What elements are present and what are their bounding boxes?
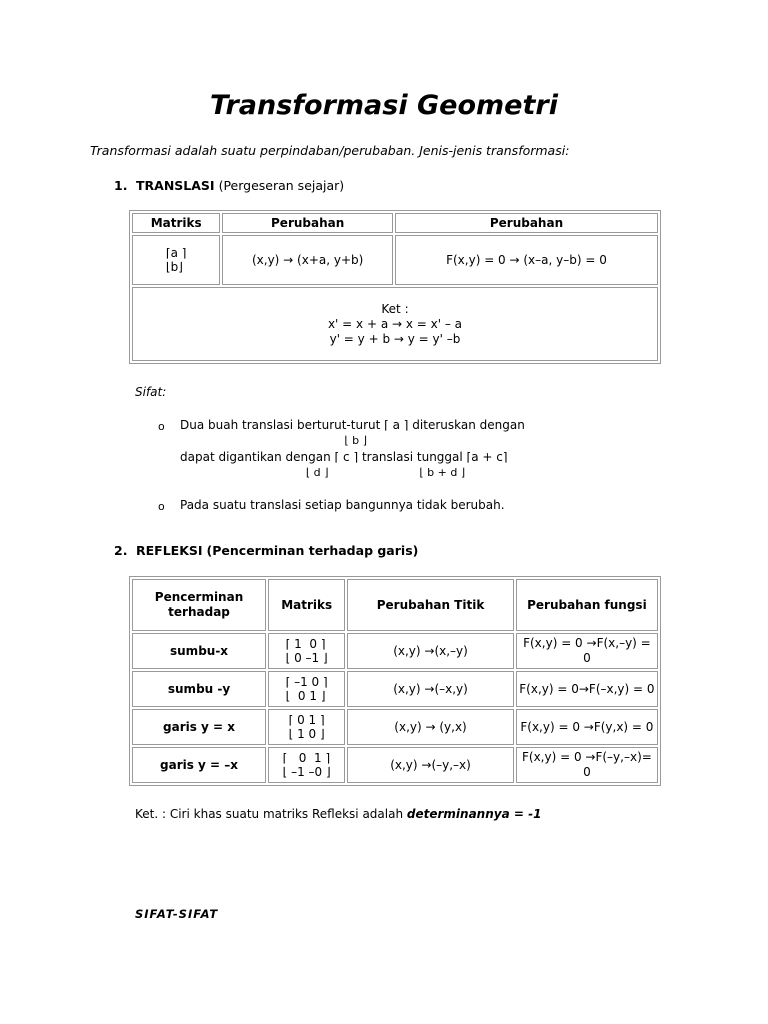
table-row: [132, 633, 658, 669]
intro-text: Transformasi adalah suatu perpindaban/perubaban. Jenis-jenis transformasi:: [90, 143, 570, 158]
reflection-note: [135, 807, 541, 821]
row-point: (x,y) → (y,x): [347, 709, 514, 745]
section-number: 2.: [114, 543, 128, 558]
sifat-sifat-heading: SIFAT-SIFAT: [135, 907, 219, 921]
bullet-line: ⌊ d ⌋ ⌊ b + d ⌋: [180, 466, 466, 479]
function-change: F(x,y) = 0 → (x–a, y–b) = 0: [395, 235, 658, 285]
section-1-heading: [114, 178, 344, 193]
ket-line-x: x' = x + a → x = x' – a: [327, 316, 463, 331]
table-row: [132, 747, 658, 783]
bullet-marker: o: [158, 420, 165, 433]
bullet-line: Pada suatu translasi setiap bangunnya tidak berubah.: [180, 498, 505, 512]
table-row: [132, 671, 658, 707]
row-point: (x,y) →(–y,–x): [347, 747, 514, 783]
section-number: 1.: [114, 178, 128, 193]
header-perubahan-titik: Perubahan Titik: [347, 579, 514, 631]
row-func: F(x,y) = 0 →F(y,x) = 0: [516, 709, 658, 745]
header-perubahan-1: Perubahan: [222, 213, 393, 233]
row-matrix: ⌈ 0 1 ⌉ ⌊ –1 –0 ⌋: [282, 750, 331, 779]
sifat-label: Sifat:: [135, 385, 167, 399]
bullet-marker: o: [158, 500, 165, 513]
reflection-note-prefix: Ket. : Ciri khas suatu matriks Refleksi adalah: [135, 807, 407, 821]
header-matriks: Matriks: [132, 213, 220, 233]
bullet-line: Dua buah translasi berturut-turut ⌈ a ⌉ diteruskan dengan: [180, 418, 525, 432]
ket-line-y: y' = y + b → y = y' –b: [329, 331, 461, 346]
bullet-line: dapat digantikan dengan ⌈ c ⌉ translasi tunggal ⌈a + c⌉: [180, 450, 508, 464]
ket-cell: [132, 287, 658, 361]
row-func: F(x,y) = 0→F(–x,y) = 0: [516, 671, 658, 707]
section-name: REFLEKSI: [136, 543, 203, 558]
row-label: garis y = –x: [132, 747, 266, 783]
reflection-table: [129, 576, 661, 786]
row-matrix: ⌈ 0 1 ⌉ ⌊ 1 0 ⌋: [288, 712, 325, 741]
header-perubahan-2: Perubahan: [395, 213, 658, 233]
point-change: (x,y) → (x+a, y+b): [222, 235, 393, 285]
section-name: TRANSLASI: [136, 178, 215, 193]
table-row: [132, 709, 658, 745]
section-subtitle: (Pergeseran sejajar): [218, 178, 345, 193]
row-label: garis y = x: [132, 709, 266, 745]
row-point: (x,y) →(x,–y): [347, 633, 514, 669]
row-matrix: ⌈ –1 0 ⌉ ⌊ 0 1 ⌋: [285, 674, 328, 703]
section-subtitle: (Pencerminan terhadap garis): [206, 543, 419, 558]
header-pencerminan: Pencerminan terhadap: [132, 579, 266, 631]
header-perubahan-fungsi: Perubahan fungsi: [516, 579, 658, 631]
reflection-note-emphasis: determinannya = -1: [406, 807, 542, 821]
ket-label: Ket :: [381, 301, 409, 316]
row-label: sumbu-x: [132, 633, 266, 669]
page-title: Transformasi Geometri: [210, 90, 558, 121]
translation-table: [129, 210, 661, 364]
row-label: sumbu -y: [132, 671, 266, 707]
translation-matrix: ⌈a ⌉ ⌊b⌋: [165, 245, 187, 274]
row-matrix: ⌈ 1 0 ⌉ ⌊ 0 –1 ⌋: [285, 636, 328, 665]
bullet-line: ⌊ b ⌋: [180, 434, 367, 447]
row-func: F(x,y) = 0 →F(x,–y) = 0: [516, 633, 658, 669]
row-point: (x,y) →(–x,y): [347, 671, 514, 707]
header-matriks: Matriks: [268, 579, 345, 631]
section-2-heading: [114, 543, 418, 558]
row-func: F(x,y) = 0 →F(–y,–x)= 0: [516, 747, 658, 783]
